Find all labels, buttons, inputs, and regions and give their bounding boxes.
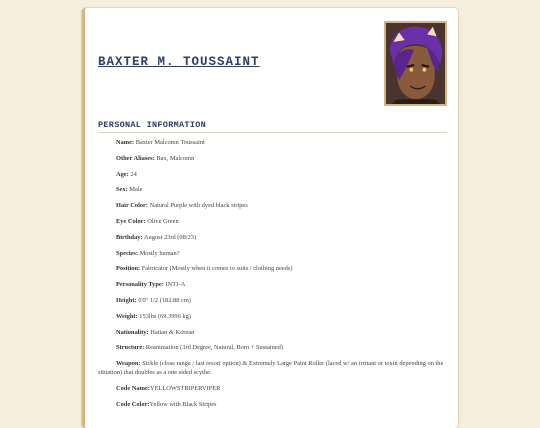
field-age: Age: 24	[116, 170, 137, 178]
page-title: BAXTER M. TOUSSAINT	[98, 55, 260, 69]
field-height: Height: 6'0" 1/2 (182.88 cm)	[116, 296, 191, 304]
character-portrait	[384, 21, 447, 106]
section-divider	[98, 132, 447, 133]
field-eye-color: Eye Color: Olive Green	[116, 217, 179, 225]
field-code-color: Code Color:Yellow with Black Stripes	[116, 400, 217, 408]
field-structure: Structure: Reanimation (3rd Degree, Natural, Born + Sustained)	[116, 344, 283, 352]
field-weight: Weight: 153lbs (69.3996 kg)	[116, 312, 191, 320]
field-personality-type: Personality Type: INTJ-A	[116, 281, 186, 289]
field-weapon: Weapon: Sickle (close range / last resort option) & Extremely Large Paint Roller (laced w/ an irritant or toxin depending on the situation) that doubles as a one sided scythe.	[98, 360, 444, 377]
field-name: Name: Baxter Malcomn Toussaint	[116, 139, 205, 146]
field-code-name: Code Name:YELLOWSTRIPERVIPER	[116, 384, 221, 392]
field-position: Position: Fabricator (Mostly when it comes to suits / clothing needs)	[116, 265, 293, 273]
field-list	[98, 138, 450, 416]
section-heading-personal-information: PERSONAL INFORMATION	[98, 120, 207, 130]
field-nationality: Nationality: Hatian & Korean	[116, 328, 195, 336]
field-species: Species: Mostly human?	[116, 249, 180, 257]
field-other-aliases: Other Aliases: Bax, Malcomn	[116, 154, 195, 162]
field-hair-color: Hair Color: Natural Purple with dyed black stripes	[116, 202, 248, 210]
field-birthday: Birthday: August 23rd (08/23)	[116, 233, 197, 241]
profile-card	[82, 8, 458, 428]
field-sex: Sex: Male	[116, 186, 143, 194]
